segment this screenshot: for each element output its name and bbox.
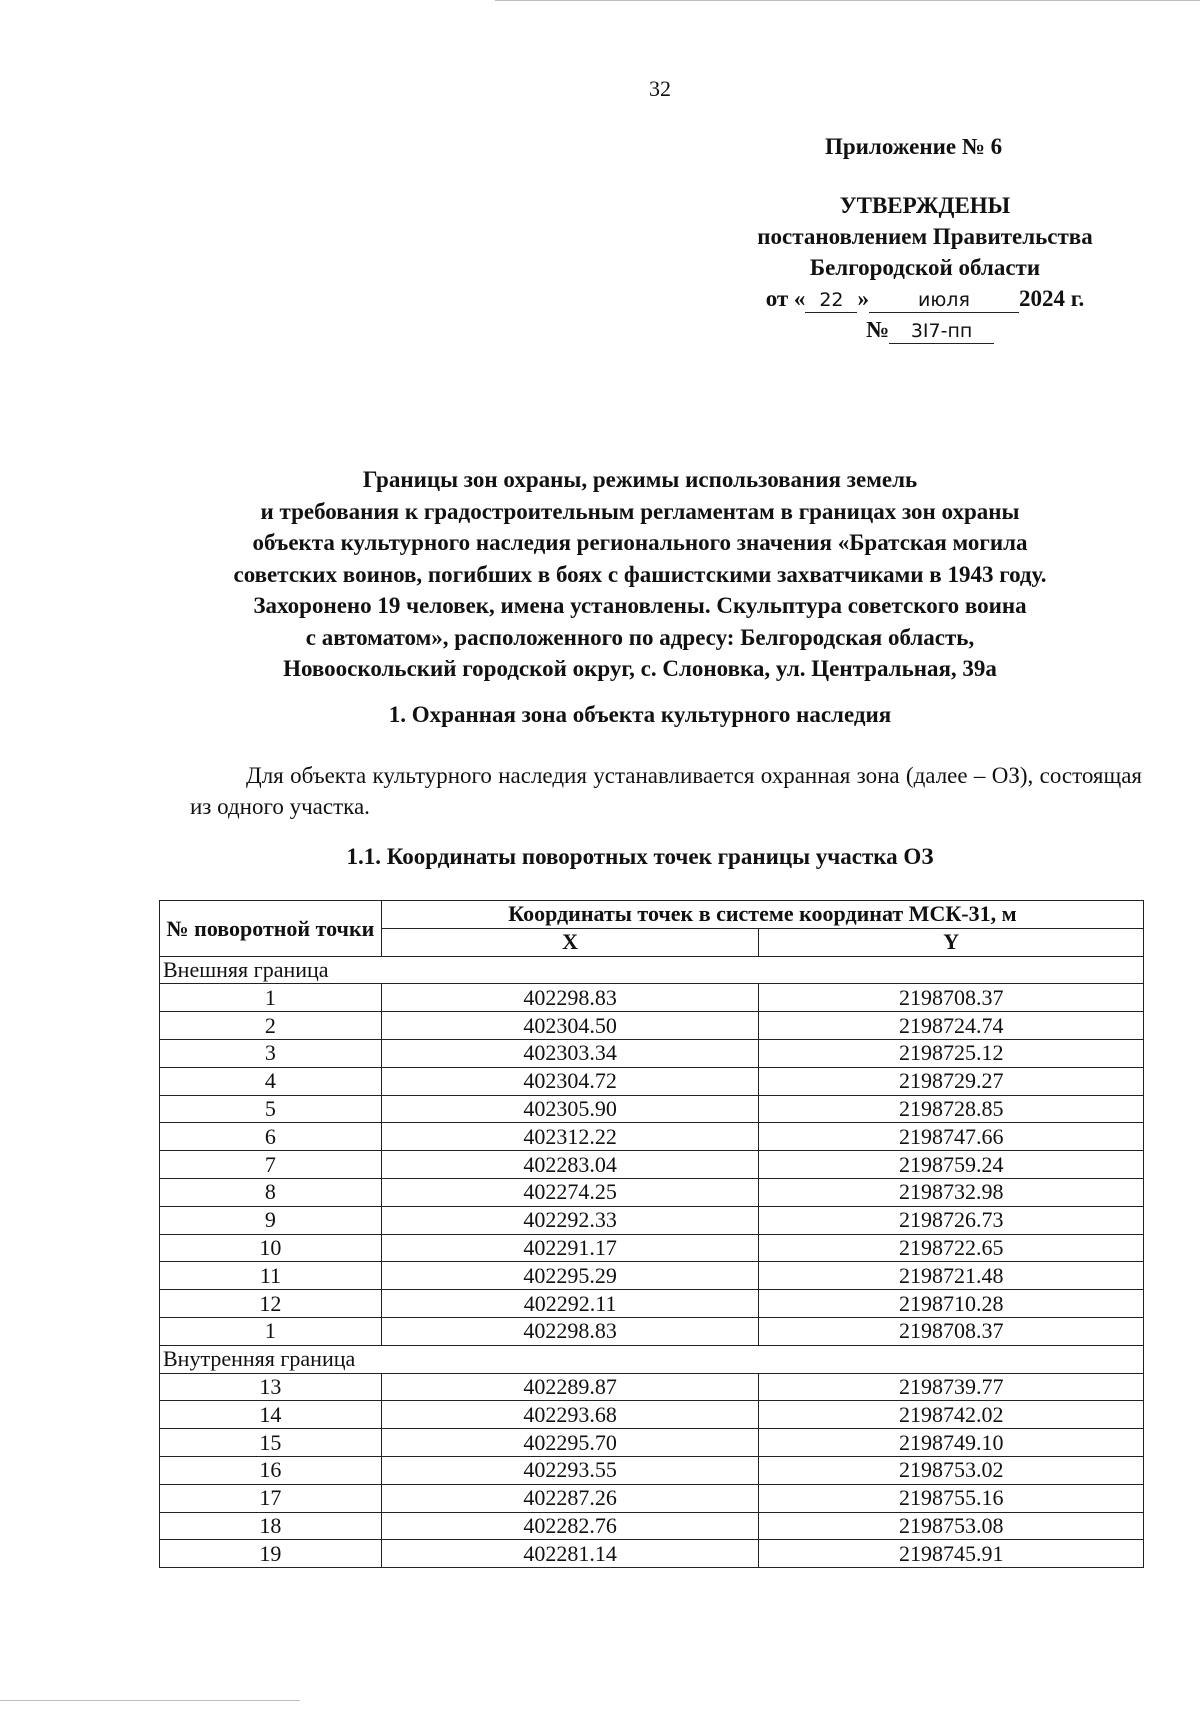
cell-point: 8	[160, 1178, 382, 1206]
table-row	[160, 984, 1144, 1012]
cell-point: 16	[160, 1456, 382, 1484]
cell-y: 2198759.24	[759, 1151, 1144, 1179]
cell-x: 402289.87	[381, 1373, 759, 1401]
group-label: Внутренняя граница	[160, 1345, 1144, 1373]
cell-x: 402274.25	[381, 1178, 759, 1206]
cell-point: 18	[160, 1512, 382, 1540]
date-day: 22	[805, 288, 857, 313]
cell-point: 7	[160, 1151, 382, 1179]
table-row	[160, 1039, 1144, 1067]
coordinates-table	[159, 900, 1144, 1568]
cell-y: 2198732.98	[759, 1178, 1144, 1206]
cell-point: 14	[160, 1401, 382, 1429]
table-row	[160, 1123, 1144, 1151]
date-month: июля	[869, 288, 1019, 313]
date-year: 2024 г.	[1018, 286, 1085, 311]
table-row	[160, 1373, 1144, 1401]
cell-point: 15	[160, 1429, 382, 1457]
cell-y: 2198742.02	[759, 1401, 1144, 1429]
cell-point: 3	[160, 1039, 382, 1067]
cell-x: 402281.14	[381, 1540, 759, 1568]
cell-x: 402303.34	[381, 1039, 759, 1067]
cell-y: 2198721.48	[759, 1262, 1144, 1290]
title-line: с автоматом», расположенного по адресу: Белгородская область,	[305, 624, 975, 650]
cell-point: 12	[160, 1290, 382, 1318]
table-row	[160, 1012, 1144, 1040]
cell-y: 2198755.16	[759, 1484, 1144, 1512]
cell-point: 10	[160, 1234, 382, 1262]
cell-point: 1	[160, 984, 382, 1012]
title-line: объекта культурного наследия регионального значения «Братская могила	[252, 530, 1028, 555]
cell-y: 2198728.85	[759, 1095, 1144, 1123]
coordinates-table-body	[160, 956, 1144, 1568]
table-row	[160, 1484, 1144, 1512]
approval-line-3: Белгородской области	[809, 255, 1041, 280]
table-row	[160, 1429, 1144, 1457]
group-label: Внешняя граница	[160, 956, 1144, 984]
cell-x: 402305.90	[381, 1095, 759, 1123]
cell-x: 402295.29	[381, 1262, 759, 1290]
header-point: № поворотной точки	[160, 901, 382, 957]
date-prefix: от «	[765, 286, 806, 311]
cell-point: 11	[160, 1262, 382, 1290]
scan-artifact-bottom	[0, 1700, 300, 1701]
cell-y: 2198753.08	[759, 1512, 1144, 1540]
table-row	[160, 1206, 1144, 1234]
page-number: 32	[649, 76, 671, 101]
table-row	[160, 1095, 1144, 1123]
cell-y: 2198724.74	[759, 1012, 1144, 1040]
cell-y: 2198722.65	[759, 1234, 1144, 1262]
cell-point: 13	[160, 1373, 382, 1401]
approval-heading: УТВЕРЖДЕНЫ	[839, 193, 1011, 218]
title-line: советских воинов, погибших в боях с фашистскими захватчиками в 1943 году.	[233, 561, 1047, 587]
document-title	[140, 464, 1140, 685]
cell-y: 2198747.66	[759, 1123, 1144, 1151]
approval-number	[725, 314, 1125, 345]
header-x: X	[381, 928, 759, 956]
cell-point: 6	[160, 1123, 382, 1151]
table-group-row	[160, 956, 1144, 984]
body-paragraph: Для объекта культурного наследия устанавливается охранная зона (далее – ОЗ), состоящая из одного участка.	[190, 763, 1142, 819]
date-mid: »	[857, 286, 869, 311]
approval-block	[725, 190, 1125, 345]
cell-x: 402293.55	[381, 1456, 759, 1484]
cell-y: 2198729.27	[759, 1067, 1144, 1095]
table-row	[160, 1540, 1144, 1568]
table-row	[160, 1234, 1144, 1262]
appendix-label: Приложение № 6	[825, 134, 1003, 159]
table-row	[160, 1456, 1144, 1484]
title-line: Границы зон охраны, режимы использования земель	[362, 467, 918, 492]
cell-point: 1	[160, 1317, 382, 1345]
cell-x: 402304.50	[381, 1012, 759, 1040]
table-row	[160, 1178, 1144, 1206]
cell-x: 402293.68	[381, 1401, 759, 1429]
table-row	[160, 1317, 1144, 1345]
cell-x: 402291.17	[381, 1234, 759, 1262]
cell-y: 2198739.77	[759, 1373, 1144, 1401]
cell-x: 402304.72	[381, 1067, 759, 1095]
section-heading: 1. Охранная зона объекта культурного наследия	[388, 702, 892, 727]
header-coords: Координаты точек в системе координат МСК-31, м	[381, 901, 1143, 929]
header-y: Y	[759, 928, 1144, 956]
subsection-heading: 1.1. Координаты поворотных точек границы участка ОЗ	[346, 844, 934, 869]
cell-x: 402298.83	[381, 984, 759, 1012]
cell-x: 402282.76	[381, 1512, 759, 1540]
title-line: Захоронено 19 человек, имена установлены. Скульптура советского воина	[253, 593, 1027, 618]
cell-x: 402287.26	[381, 1484, 759, 1512]
title-line: Новооскольский городской округ, с. Слоновка, ул. Центральная, 39а	[283, 656, 997, 681]
cell-point: 9	[160, 1206, 382, 1234]
decree-number: 3I7-пп	[889, 319, 994, 344]
cell-y: 2198749.10	[759, 1429, 1144, 1457]
cell-point: 19	[160, 1540, 382, 1568]
scan-artifact-top	[495, 0, 1200, 1]
table-row	[160, 1401, 1144, 1429]
cell-point: 4	[160, 1067, 382, 1095]
table-row	[160, 1290, 1144, 1318]
cell-point: 5	[160, 1095, 382, 1123]
approval-line-2: постановлением Правительства	[757, 224, 1093, 249]
cell-y: 2198745.91	[759, 1540, 1144, 1568]
cell-y: 2198753.02	[759, 1456, 1144, 1484]
cell-point: 17	[160, 1484, 382, 1512]
table-group-row	[160, 1345, 1144, 1373]
cell-y: 2198708.37	[759, 1317, 1144, 1345]
cell-x: 402312.22	[381, 1123, 759, 1151]
approval-date	[725, 283, 1125, 314]
cell-x: 402298.83	[381, 1317, 759, 1345]
cell-y: 2198725.12	[759, 1039, 1144, 1067]
cell-x: 402295.70	[381, 1429, 759, 1457]
table-row	[160, 1512, 1144, 1540]
table-row	[160, 1151, 1144, 1179]
cell-x: 402283.04	[381, 1151, 759, 1179]
table-row	[160, 1262, 1144, 1290]
cell-y: 2198710.28	[759, 1290, 1144, 1318]
cell-x: 402292.33	[381, 1206, 759, 1234]
cell-y: 2198726.73	[759, 1206, 1144, 1234]
number-prefix: №	[865, 317, 890, 342]
title-line: и требования к градостроительным регламентам в границах зон охраны	[260, 498, 1020, 524]
cell-y: 2198708.37	[759, 984, 1144, 1012]
cell-x: 402292.11	[381, 1290, 759, 1318]
cell-point: 2	[160, 1012, 382, 1040]
table-row	[160, 1067, 1144, 1095]
